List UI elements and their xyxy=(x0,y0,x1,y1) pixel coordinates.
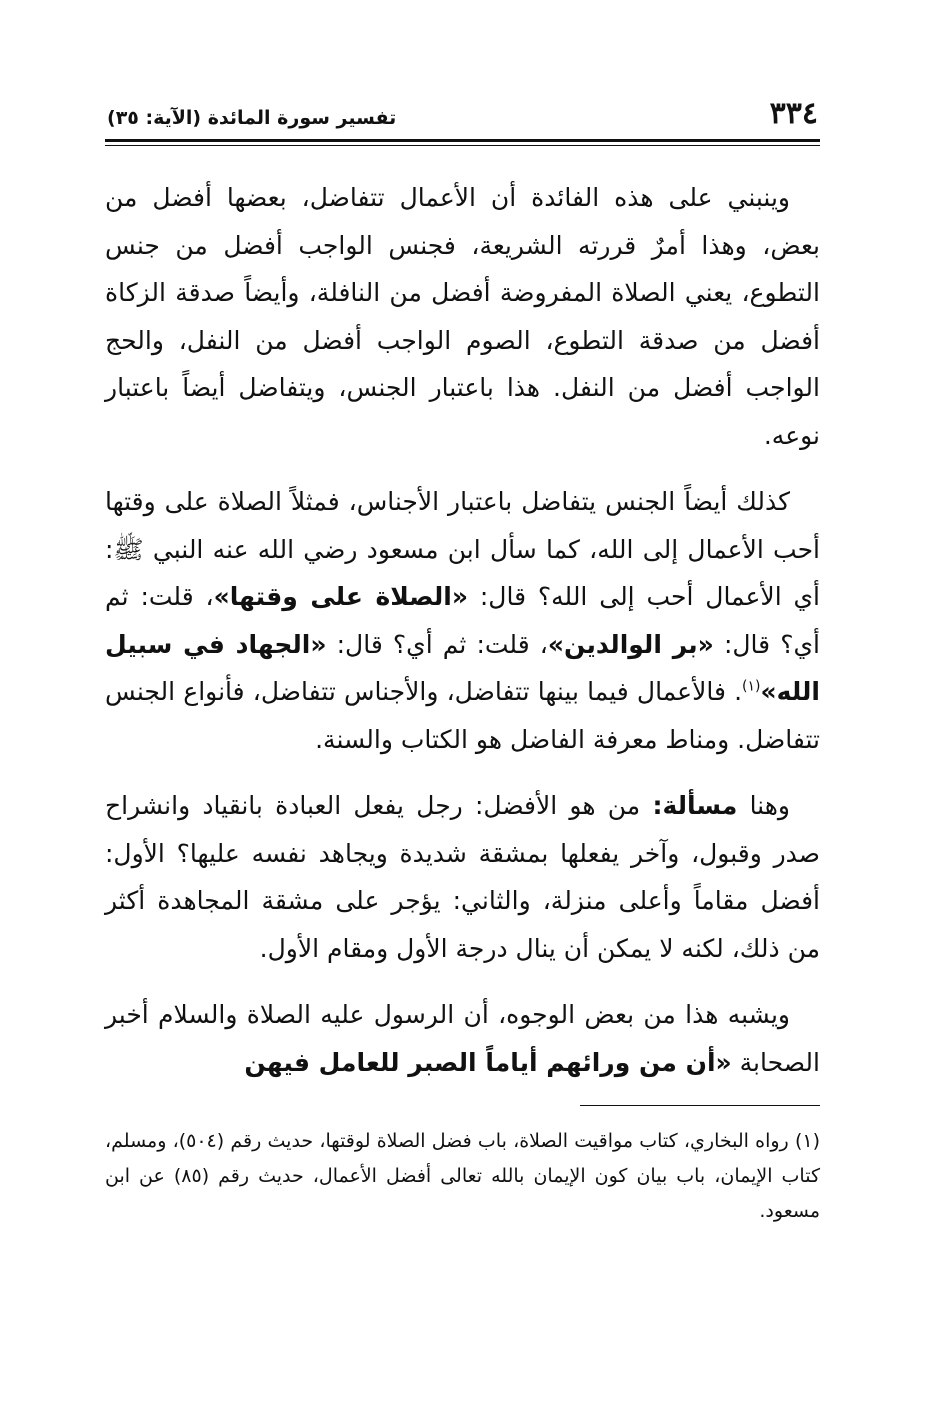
text-run: ، قلت: ثم أي؟ قال: xyxy=(326,629,548,659)
text-run: كذلك أيضاً الجنس يتفاضل باعتبار الأجناس، فمثلاً الصلاة على وقتها أحب الأعمال إلى الله، كما سأل ابن مسعود رضي الله عنه النبي ﷺ: أي الأعمال أحب إلى الله؟ قال: xyxy=(105,487,820,611)
text-run: . فالأعمال فيما بينها تتفاضل، والأجناس تتفاضل، فأنواع الجنس تتفاضل. ومناط معرفة الفاضل هو الكتاب والسنة. xyxy=(105,677,820,754)
footnote: (١) رواه البخاري، كتاب مواقيت الصلاة، باب فضل الصلاة لوقتها، حديث رقم (٥٠٤)، ومسلم، كتاب الإيمان، باب بيان كون الإيمان بالله تعالى أفضل الأعمال، حديث رقم (٨٥) عن ابن مسعود. xyxy=(105,1130,820,1222)
header-rule-thick xyxy=(105,139,820,142)
bold-text-run: مسألة: xyxy=(652,791,738,820)
text-run: ويشبه هذا من بعض الوجوه، أن الرسول عليه الصلاة والسلام أخبر الصحابة xyxy=(105,1000,820,1077)
text-run: وينبني على هذه الفائدة أن الأعمال تتفاضل، بعضها أفضل من بعض، وهذا أمرٌ قررته الشريعة، فجنس الواجب أفضل من جنس التطوع، يعني الصلاة المفروضة أفضل من النافلة، وأيضاً صدقة الزكاة أفضل من صدقة التطوع، الصوم الواجب أفضل من النفل، والحج الواجب أفضل من النفل. هذا باعتبار الجنس، ويتفاضل أيضاً باعتبار نوعه. xyxy=(105,183,820,450)
paragraph xyxy=(105,174,820,459)
text-run: ، قلت: ثم أي؟ قال: xyxy=(105,582,820,659)
footnote-separator xyxy=(580,1105,820,1106)
paragraph xyxy=(105,782,820,972)
header-rule-thin xyxy=(105,145,820,146)
footnote-marker: (١) xyxy=(742,678,761,695)
bold-text-run: «بر الوالدين» xyxy=(547,629,714,659)
bold-text-run: «أن من ورائهم أياماً الصبر للعامل فيهن xyxy=(244,1047,732,1077)
bold-text-run: «الصلاة على وقتها» xyxy=(213,582,469,611)
body-text xyxy=(105,174,820,1086)
running-title: تفسير سورة المائدة (الآية: ٣٥) xyxy=(107,107,397,129)
text-run: من هو الأفضل: رجل يفعل العبادة بانقياد وانشراح صدر وقبول، وآخر يفعلها بمشقة شديدة ويجاهد نفسه عليها؟ الأول: أفضل مقاماً وأعلى منزلة، والثاني: يؤجر على مشقة المجاهدة أكثر من ذلك، لكنه لا يمكن أن ينال درجة الأول ومقام الأول. xyxy=(105,791,820,963)
paragraph xyxy=(105,991,820,1086)
page-number: ٣٣٤ xyxy=(769,96,818,131)
book-page xyxy=(105,95,820,1229)
page-header xyxy=(105,95,820,133)
bold-text-run: «الجهاد في سبيل الله» xyxy=(105,629,820,706)
text-run: وهنا xyxy=(737,791,790,820)
paragraph xyxy=(105,478,820,763)
